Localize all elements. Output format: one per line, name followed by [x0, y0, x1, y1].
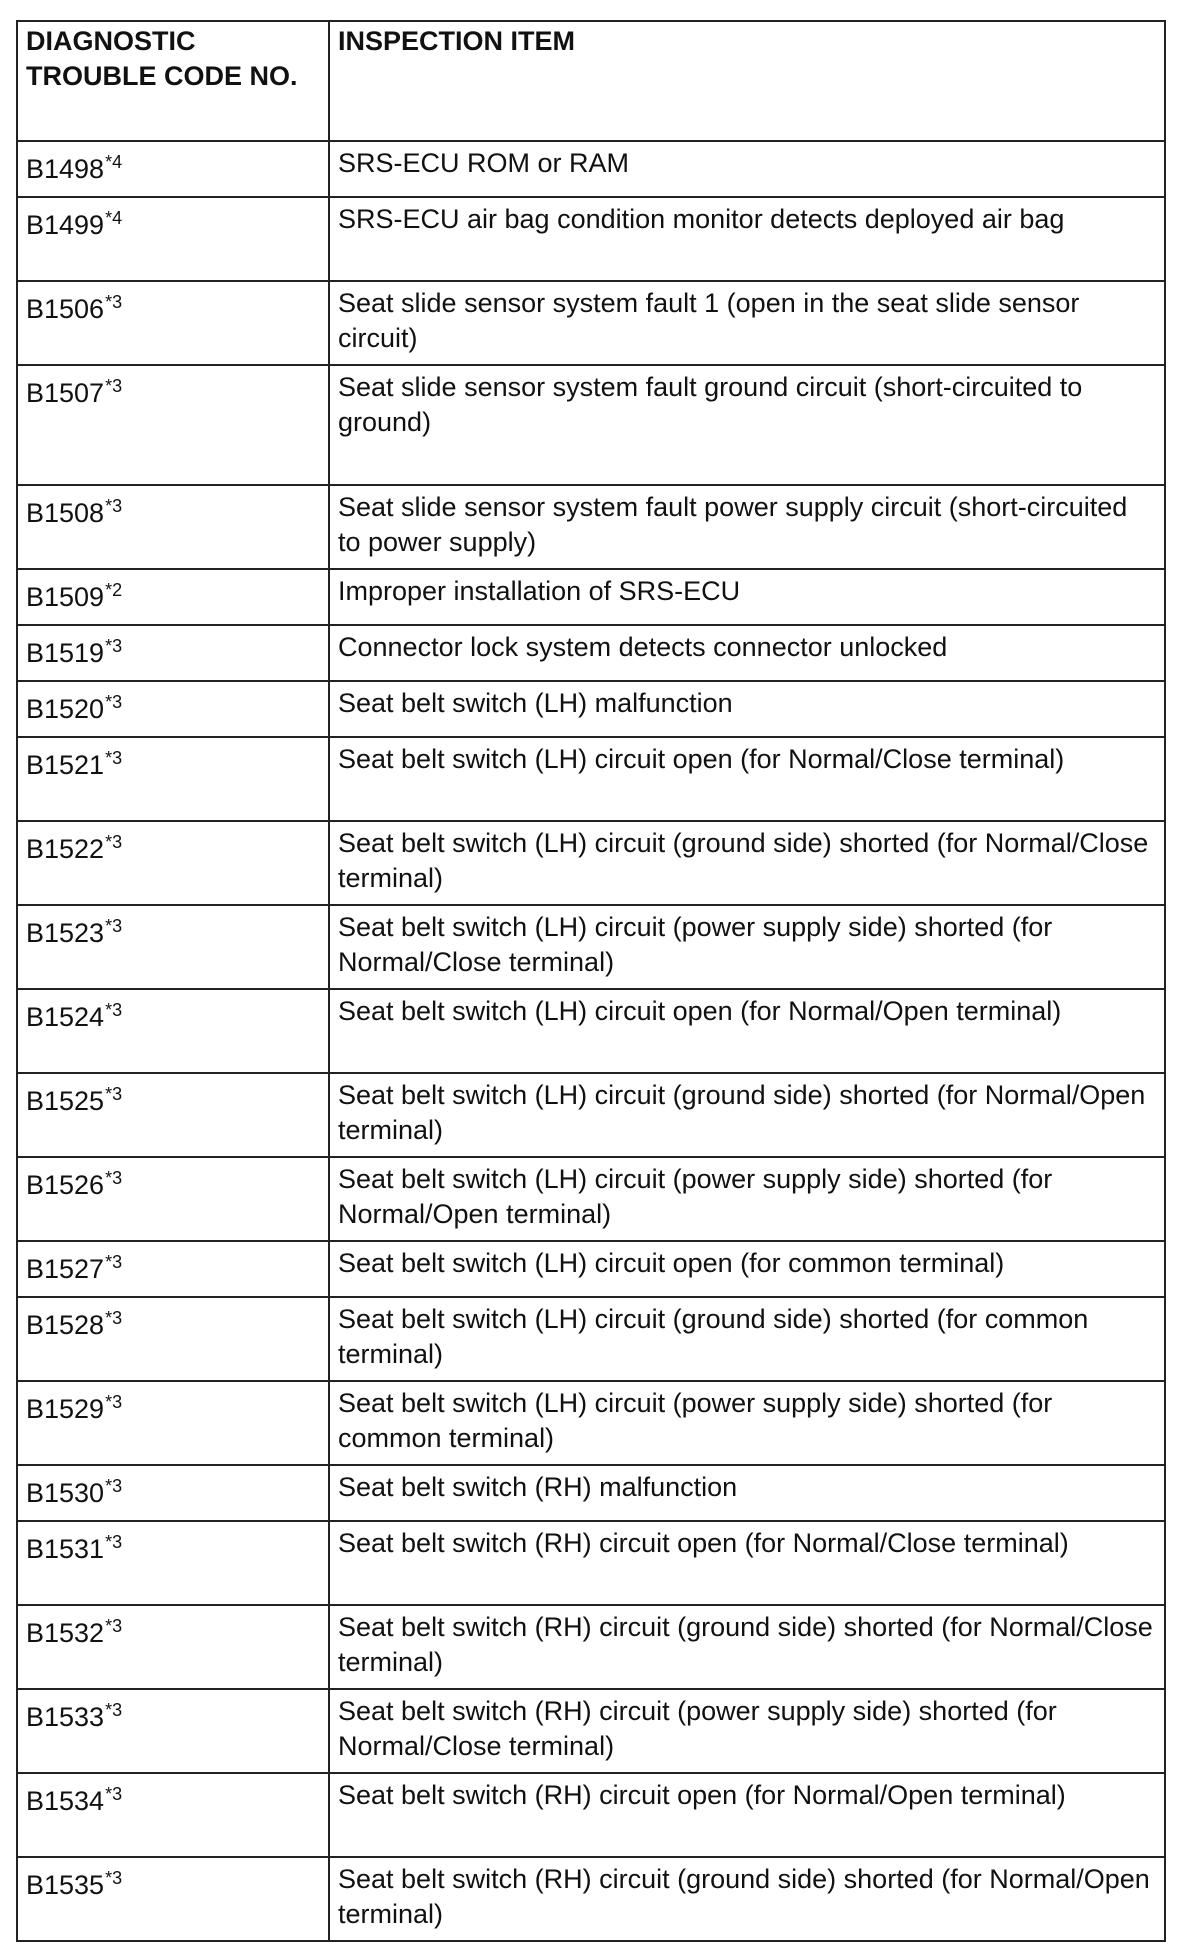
footnote-marker: *3 — [105, 692, 123, 712]
table-row — [17, 681, 1165, 737]
dtc-code: B1527 — [26, 1254, 105, 1284]
footnote-marker: *3 — [105, 376, 123, 396]
inspection-item-cell: Seat belt switch (LH) malfunction — [329, 681, 1165, 737]
dtc-code: B1534 — [26, 1786, 105, 1816]
dtc-code: B1532 — [26, 1618, 105, 1648]
table-row — [17, 1073, 1165, 1157]
code-cell — [17, 1241, 329, 1297]
dtc-table — [16, 20, 1166, 1942]
code-cell — [17, 141, 329, 197]
inspection-item-cell: Seat belt switch (RH) circuit open (for Normal/Close terminal) — [329, 1521, 1165, 1605]
code-cell — [17, 1773, 329, 1857]
table-row — [17, 569, 1165, 625]
table-row — [17, 141, 1165, 197]
inspection-item-cell: SRS-ECU ROM or RAM — [329, 141, 1165, 197]
dtc-code: B1506 — [26, 294, 105, 324]
inspection-item-cell: Seat belt switch (LH) circuit (power supply side) shorted (for Normal/Open terminal) — [329, 1157, 1165, 1241]
dtc-code: B1526 — [26, 1170, 105, 1200]
inspection-item-cell: Seat belt switch (LH) circuit (ground side) shorted (for common terminal) — [329, 1297, 1165, 1381]
code-cell — [17, 989, 329, 1073]
footnote-marker: *3 — [105, 1252, 123, 1272]
table-header-row — [17, 21, 1165, 141]
dtc-code: B1520 — [26, 694, 105, 724]
inspection-item-cell: Seat belt switch (LH) circuit open (for common terminal) — [329, 1241, 1165, 1297]
footnote-marker: *3 — [105, 916, 123, 936]
footnote-marker: *3 — [105, 1532, 123, 1552]
inspection-item-cell: Seat belt switch (RH) circuit (power supply side) shorted (for Normal/Close terminal) — [329, 1689, 1165, 1773]
footnote-marker: *3 — [105, 1308, 123, 1328]
inspection-item-cell: Seat belt switch (RH) circuit (ground side) shorted (for Normal/Open terminal) — [329, 1857, 1165, 1941]
header-code: DIAGNOSTIC TROUBLE CODE NO. — [17, 21, 329, 141]
table-row — [17, 1773, 1165, 1857]
footnote-marker: *3 — [105, 748, 123, 768]
table-row — [17, 1605, 1165, 1689]
footnote-marker: *3 — [105, 1700, 123, 1720]
dtc-code: B1522 — [26, 834, 105, 864]
table-row — [17, 1521, 1165, 1605]
table-row — [17, 1381, 1165, 1465]
footnote-marker: *3 — [105, 832, 123, 852]
table-row — [17, 1157, 1165, 1241]
dtc-code: B1498 — [26, 154, 105, 184]
inspection-item-cell: Seat belt switch (RH) malfunction — [329, 1465, 1165, 1521]
footnote-marker: *2 — [105, 580, 123, 600]
code-cell — [17, 569, 329, 625]
footnote-marker: *3 — [105, 496, 123, 516]
inspection-item-cell: Seat belt switch (LH) circuit (ground side) shorted (for Normal/Open terminal) — [329, 1073, 1165, 1157]
table-row — [17, 365, 1165, 485]
table-row — [17, 197, 1165, 281]
code-cell — [17, 737, 329, 821]
inspection-item-cell: Seat belt switch (RH) circuit (ground side) shorted (for Normal/Close terminal) — [329, 1605, 1165, 1689]
dtc-code: B1535 — [26, 1870, 105, 1900]
table-row — [17, 1297, 1165, 1381]
code-cell — [17, 281, 329, 365]
table-row — [17, 1857, 1165, 1941]
inspection-item-cell: Seat belt switch (RH) circuit open (for Normal/Open terminal) — [329, 1773, 1165, 1857]
table-row — [17, 1465, 1165, 1521]
inspection-item-cell: Seat slide sensor system fault ground circuit (short-circuited to ground) — [329, 365, 1165, 485]
dtc-code: B1524 — [26, 1002, 105, 1032]
inspection-item-cell: Seat slide sensor system fault 1 (open in the seat slide sensor circuit) — [329, 281, 1165, 365]
dtc-code: B1521 — [26, 750, 105, 780]
footnote-marker: *3 — [105, 1784, 123, 1804]
code-cell — [17, 905, 329, 989]
code-cell — [17, 1465, 329, 1521]
footnote-marker: *3 — [105, 292, 123, 312]
inspection-item-cell: Connector lock system detects connector unlocked — [329, 625, 1165, 681]
table-row — [17, 485, 1165, 569]
table-row — [17, 625, 1165, 681]
table-row — [17, 989, 1165, 1073]
inspection-item-cell: SRS-ECU air bag condition monitor detects deployed air bag — [329, 197, 1165, 281]
table-row — [17, 1689, 1165, 1773]
footnote-marker: *3 — [105, 1084, 123, 1104]
inspection-item-cell: Seat belt switch (LH) circuit (power supply side) shorted (for common terminal) — [329, 1381, 1165, 1465]
table-row — [17, 905, 1165, 989]
footnote-marker: *4 — [105, 152, 123, 172]
dtc-code: B1528 — [26, 1310, 105, 1340]
footnote-marker: *4 — [105, 208, 123, 228]
footnote-marker: *3 — [105, 1476, 123, 1496]
code-cell — [17, 1381, 329, 1465]
table-row — [17, 1241, 1165, 1297]
code-cell — [17, 485, 329, 569]
inspection-item-cell: Seat belt switch (LH) circuit open (for Normal/Close terminal) — [329, 737, 1165, 821]
code-cell — [17, 197, 329, 281]
table-body — [17, 141, 1165, 1941]
code-cell — [17, 1297, 329, 1381]
inspection-item-cell: Seat belt switch (LH) circuit (power supply side) shorted (for Normal/Close terminal) — [329, 905, 1165, 989]
code-cell — [17, 1689, 329, 1773]
dtc-code: B1519 — [26, 638, 105, 668]
code-cell — [17, 1521, 329, 1605]
footnote-marker: *3 — [105, 1168, 123, 1188]
code-cell — [17, 365, 329, 485]
code-cell — [17, 681, 329, 737]
footnote-marker: *3 — [105, 1000, 123, 1020]
inspection-item-cell: Seat belt switch (LH) circuit open (for Normal/Open terminal) — [329, 989, 1165, 1073]
dtc-code: B1507 — [26, 378, 105, 408]
footnote-marker: *3 — [105, 1868, 123, 1888]
dtc-code: B1509 — [26, 582, 105, 612]
header-inspection-item: INSPECTION ITEM — [329, 21, 1165, 141]
dtc-code: B1523 — [26, 918, 105, 948]
inspection-item-cell: Seat belt switch (LH) circuit (ground side) shorted (for Normal/Close terminal) — [329, 821, 1165, 905]
dtc-code: B1508 — [26, 498, 105, 528]
table-row — [17, 737, 1165, 821]
dtc-code: B1529 — [26, 1394, 105, 1424]
code-cell — [17, 1073, 329, 1157]
dtc-code: B1531 — [26, 1534, 105, 1564]
table-row — [17, 281, 1165, 365]
code-cell — [17, 1605, 329, 1689]
code-cell — [17, 625, 329, 681]
table-row — [17, 821, 1165, 905]
footnote-marker: *3 — [105, 636, 123, 656]
dtc-code: B1533 — [26, 1702, 105, 1732]
code-cell — [17, 821, 329, 905]
footnote-marker: *3 — [105, 1392, 123, 1412]
code-cell — [17, 1157, 329, 1241]
inspection-item-cell: Seat slide sensor system fault power supply circuit (short-circuited to power supply) — [329, 485, 1165, 569]
code-cell — [17, 1857, 329, 1941]
dtc-code: B1525 — [26, 1086, 105, 1116]
footnote-marker: *3 — [105, 1616, 123, 1636]
dtc-code: B1530 — [26, 1478, 105, 1508]
inspection-item-cell: Improper installation of SRS-ECU — [329, 569, 1165, 625]
dtc-code: B1499 — [26, 210, 105, 240]
